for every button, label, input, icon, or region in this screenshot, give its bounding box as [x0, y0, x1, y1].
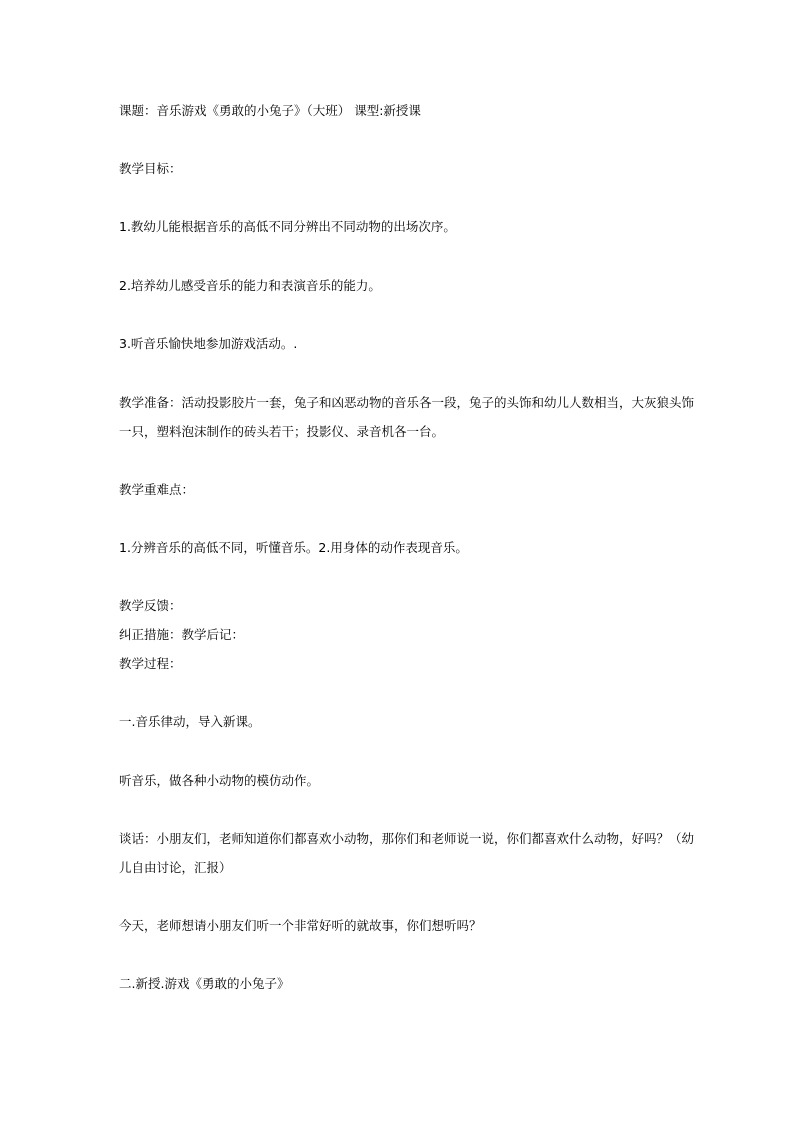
key-points-heading: 教学重难点：	[119, 482, 195, 497]
objectives-heading: 教学目标：	[119, 161, 182, 176]
process-heading: 教学过程：	[119, 656, 182, 671]
correction-label: 纠正措施：教学后记：	[119, 627, 245, 642]
key-points-text: 1.分辨音乐的高低不同，听懂音乐。2.用身体的动作表现音乐。	[119, 540, 468, 555]
feedback-label: 教学反馈：	[119, 598, 182, 613]
story-prompt: 今天，老师想请小朋友们听一个非常好听的就故事，你们想听吗？	[119, 918, 482, 933]
section-2-heading: 二.新授.游戏《勇敢的小兔子》	[119, 976, 290, 991]
preparation-line-2: 一只，塑料泡沫制作的砖头若干；投影仪、录音机各一台。	[119, 424, 445, 439]
dialogue-line-1: 谈话：小朋友们，老师知道你们都喜欢小动物，那你们和老师说一说，你们都喜欢什么动物，好吗？（幼	[119, 831, 695, 846]
dialogue-line-2: 儿自由讨论，汇报）	[119, 860, 232, 875]
section-1-heading: 一.音乐律动，导入新课。	[119, 714, 261, 729]
objective-item-1: 1.教幼儿能根据音乐的高低不同分辨出不同动物的出场次序。	[119, 219, 456, 234]
lesson-title-line: 课题：音乐游戏《勇敢的小兔子》（大班） 课型:新授课	[119, 103, 421, 118]
preparation-line-1: 教学准备：活动投影胶片一套，兔子和凶恶动物的音乐各一段，兔子的头饰和幼儿人数相当，大灰狼头饰	[119, 395, 695, 410]
section-1-text: 听音乐，做各种小动物的模仿动作。	[119, 773, 320, 788]
objective-item-3: 3.听音乐愉快地参加游戏活动。.	[119, 336, 298, 351]
objective-item-2: 2.培养幼儿感受音乐的能力和表演音乐的能力。	[119, 278, 381, 293]
